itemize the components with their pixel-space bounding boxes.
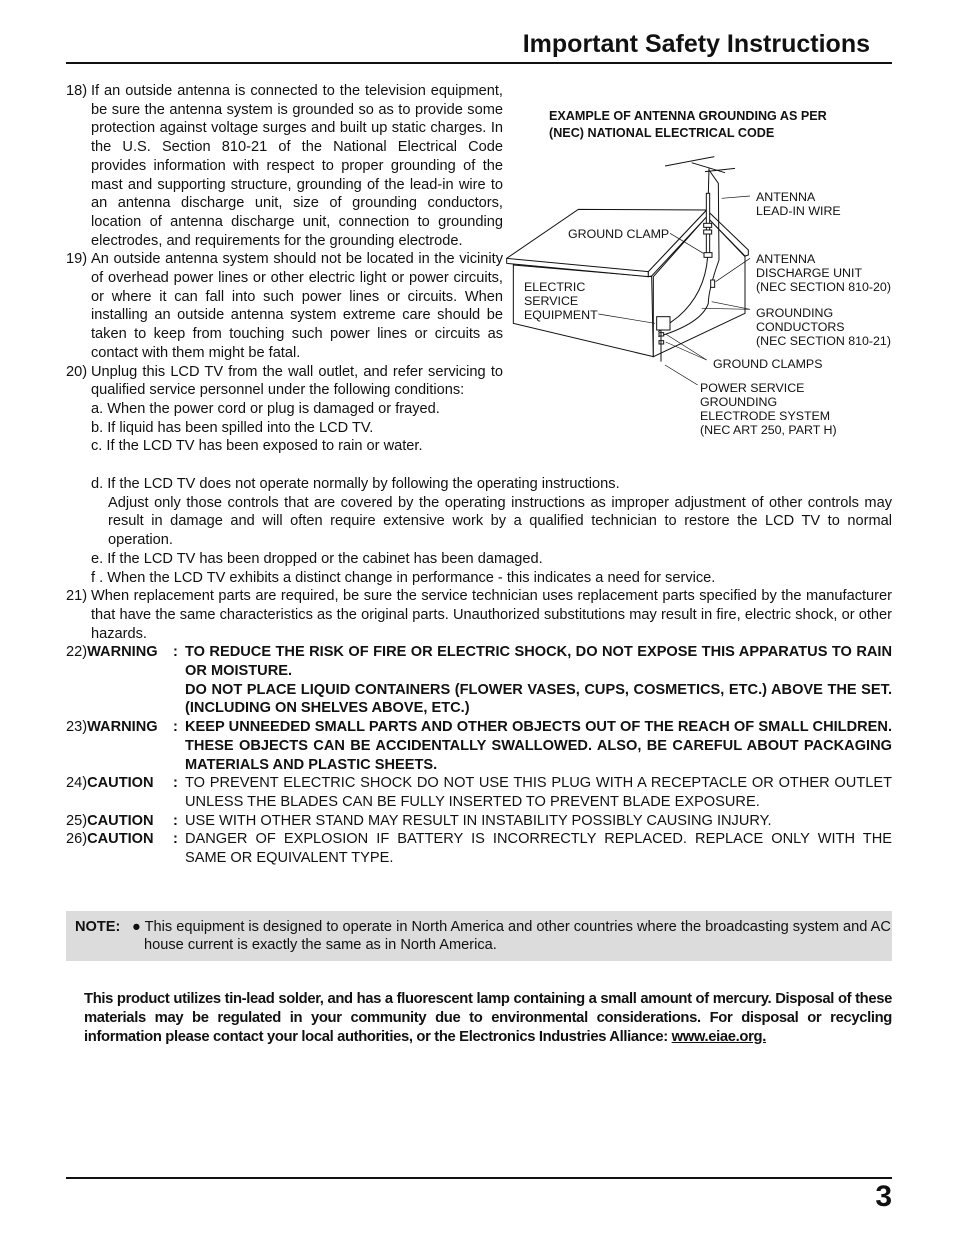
- warning-text: KEEP UNNEEDED SMALL PARTS AND OTHER OBJECTS OUT OF THE REACH OF SMALL CHILDREN. THESE OBJECTS CAN BE ACCIDENTALLY SWALLOWED. ALSO, BE CAREFUL ABOUT PACKAGING MATERIALS AND PLASTIC SHEETS.: [185, 719, 892, 773]
- condition-a: a. When the power cord or plug is damaged or frayed.: [91, 400, 440, 417]
- page-title: Important Safety Instructions: [522, 30, 870, 58]
- item-number: 20): [66, 363, 88, 380]
- item-25: [66, 812, 892, 831]
- warning-text-2: DO NOT PLACE LIQUID CONTAINERS (FLOWER VASES, CUPS, COSMETICS, ETC.) ABOVE THE SET. (INCLUDING ON SHELVES ABOVE, ETC.): [185, 681, 892, 717]
- label-power-service: POWER SERVICE GROUNDING ELECTRODE SYSTEM (NEC ART 250, PART H): [700, 381, 837, 437]
- footer-rule: [66, 1177, 892, 1179]
- items-20d-26: [66, 475, 892, 868]
- caution-text: TO PREVENT ELECTRIC SHOCK DO NOT USE THIS PLUG WITH A RECEPTACLE OR OTHER OUTLET UNLESS THE BLADES CAN BE FULLY INSERTED TO PREVENT BLADE EXPOSURE.: [185, 775, 892, 810]
- condition-b: b. If liquid has been spilled into the LCD TV.: [91, 419, 374, 436]
- item-text: An outside antenna system should not be located in the vicinity of overhead power lines or other electric light or power circuits, or where it can fall into such power lines or circuits. When installing an outside antenna system extreme care should be taken to keep from touching such power lines or circuits as contact with them might be fatal.: [91, 251, 503, 361]
- item-26: [66, 830, 892, 867]
- item-text: When replacement parts are required, be sure the service technician uses replacement parts specified by the manufacturer that have the same characteristics as the original parts. Unauthorized substitutions may result in fire, electric shock, or other hazards.: [91, 588, 892, 642]
- item-20: [66, 363, 503, 400]
- eiae-link[interactable]: www.eiae.org.: [671, 1028, 766, 1045]
- page-number: 3: [875, 1180, 892, 1213]
- warning-text: TO REDUCE THE RISK OF FIRE OR ELECTRIC SHOCK, DO NOT EXPOSE THIS APPARATUS TO RAIN OR MOISTURE.: [185, 644, 892, 680]
- item-text: Unplug this LCD TV from the wall outlet, and refer servicing to qualified service personnel under the following conditions:: [91, 363, 503, 399]
- item-label: 26)CAUTION :: [66, 831, 178, 848]
- item-label: 23)WARNING :: [66, 719, 178, 736]
- note-label: NOTE:: [75, 919, 121, 935]
- caution-text: DANGER OF EXPLOSION IF BATTERY IS INCORRECTLY REPLACED. REPLACE ONLY WITH THE SAME OR EQUIVALENT TYPE.: [185, 831, 892, 867]
- header-rule: [66, 62, 892, 64]
- item-number: 18): [66, 83, 88, 99]
- diagram-title: EXAMPLE OF ANTENNA GROUNDING AS PER (NEC) NATIONAL ELECTRICAL CODE: [549, 109, 827, 140]
- condition-d-detail: Adjust only those controls that are covered by the operating instructions as improper adjustment of other controls may result in damage and will often require extensive work by a qualified technician to restore the LCD TV to normal operation.: [108, 494, 892, 549]
- item-23: [66, 718, 892, 774]
- item-label: 25)CAUTION :: [66, 812, 178, 829]
- item-label: 22)WARNING :: [66, 644, 178, 661]
- note-box: [66, 911, 892, 961]
- note-text: ● This equipment is designed to operate in North America and other countries where the broadcasting system and AC house current is exactly the same as in North America.: [132, 919, 891, 953]
- condition-c: c. If the LCD TV has been exposed to rain or water.: [91, 438, 423, 455]
- items-18-20: [66, 82, 503, 456]
- item-24: [66, 774, 892, 811]
- item-label: 24)CAUTION :: [66, 775, 178, 792]
- condition-e: e. If the LCD TV has been dropped or the cabinet has been damaged.: [91, 550, 543, 567]
- solder-notice: This product utilizes tin-lead solder, and has a fluorescent lamp containing a small amount of mercury. Disposal of these materials may be regulated in your community due to environmental considerations. For disposal or recycling information please contact your local authorities, or the Electronics Industries Alliance: www.eiae.org.: [84, 991, 892, 1045]
- label-ground-clamps: GROUND CLAMPS: [713, 357, 823, 371]
- item-19: [66, 250, 503, 362]
- label-ground-clamp: GROUND CLAMP: [568, 227, 670, 241]
- item-18: [66, 82, 503, 250]
- item-number: 21): [66, 588, 88, 605]
- item-21: [66, 587, 892, 643]
- item-text: If an outside antenna is connected to the television equipment, be sure the antenna system is grounded so as to provide some protection against voltage surges and built up static charges. In the U.S. Section 810-21 of the National Electrical Code provides information with respect to proper grounding of the mast and supporting structure, grounding of the lead-in wire to an antenna discharge unit, size of grounding conductors, location of antenna discharge unit, connection to grounding electrodes, and requirements for the grounding electrode.: [91, 83, 503, 249]
- label-antenna-lead-in: ANTENNA LEAD-IN WIRE: [756, 190, 841, 218]
- item-22: [66, 643, 892, 718]
- item-number: 19): [66, 251, 88, 268]
- condition-f: f . When the LCD TV exhibits a distinct change in performance - this indicates a need for service.: [91, 569, 716, 586]
- caution-text: USE WITH OTHER STAND MAY RESULT IN INSTABILITY POSSIBLY CAUSING INJURY.: [185, 812, 772, 829]
- label-grounding-conductors: GROUNDING CONDUCTORS (NEC SECTION 810-21): [756, 306, 891, 348]
- label-discharge-unit: ANTENNA DISCHARGE UNIT (NEC SECTION 810-20): [756, 252, 891, 294]
- label-electric-service: ELECTRIC SERVICE EQUIPMENT: [524, 280, 598, 322]
- condition-d: d. If the LCD TV does not operate normally by following the operating instructions.: [91, 476, 620, 492]
